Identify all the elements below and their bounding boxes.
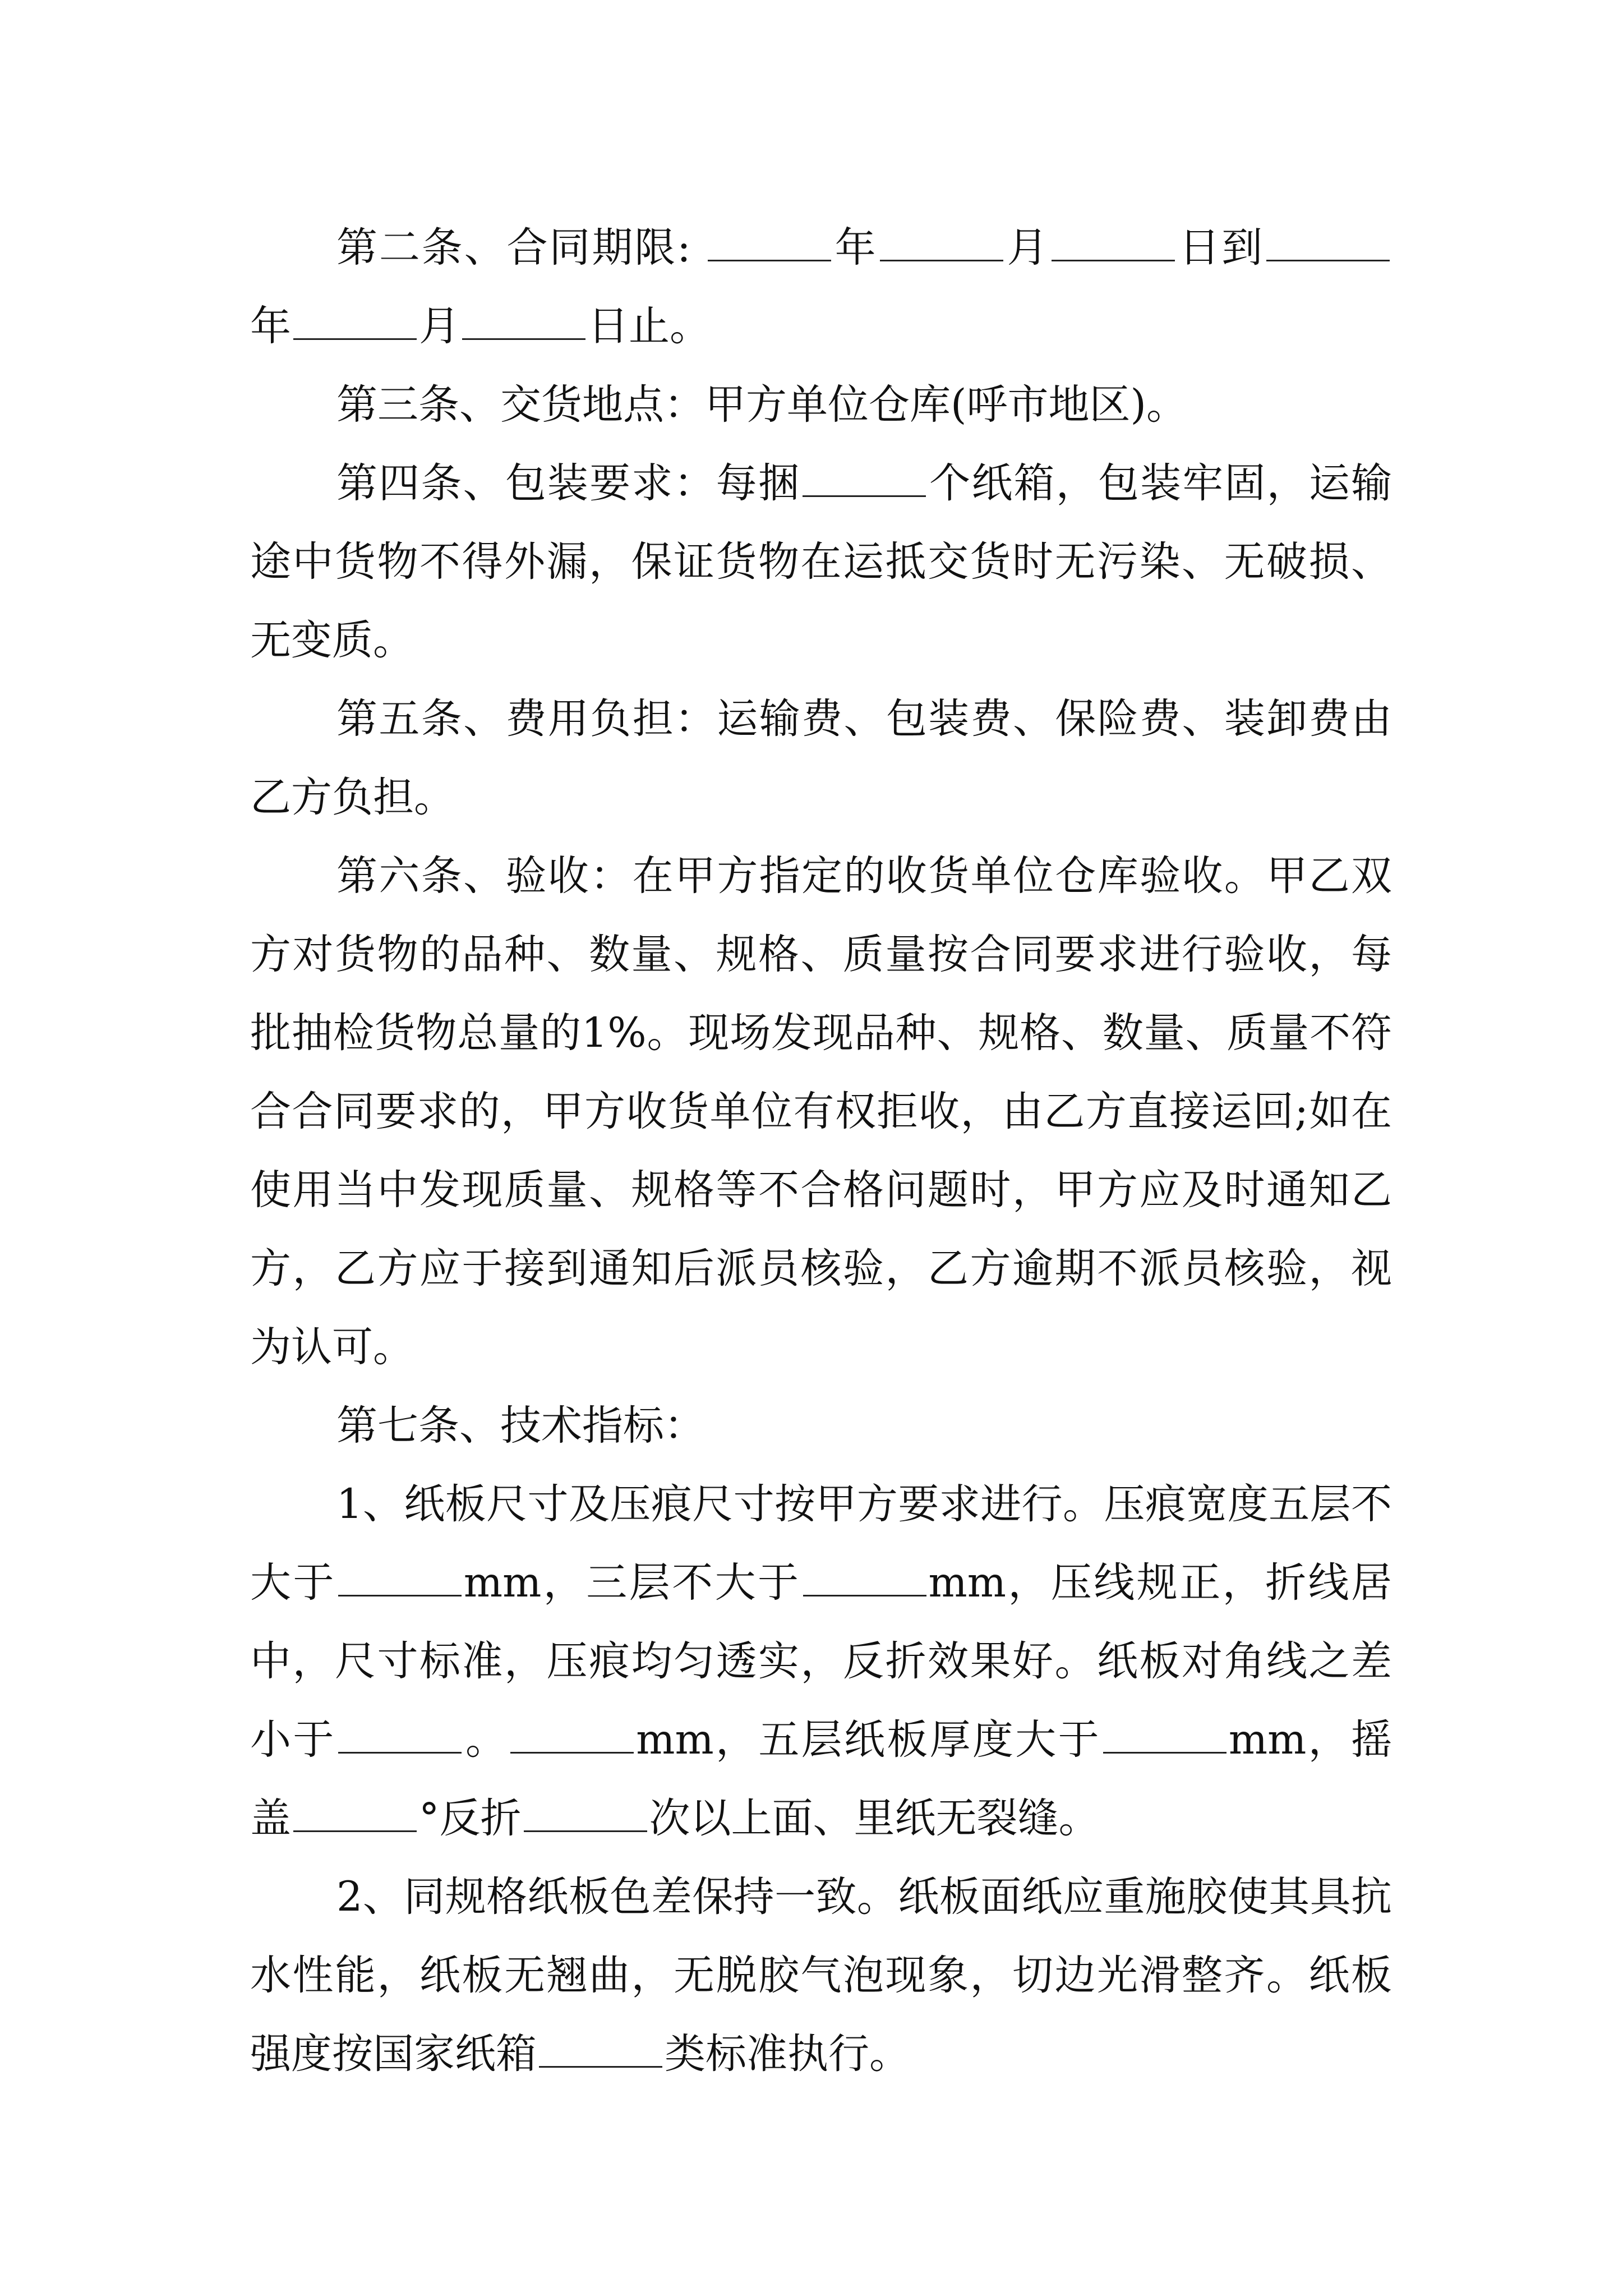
clause-costs: 第五条、费用负担：运输费、包装费、保险费、装卸费由乙方负担。 <box>250 695 1392 821</box>
tech1-text-3: mm，压线规正，折线居中，尺寸标准，压痕均匀透实，反折效果好。纸板对角线之差小于 <box>250 1559 1392 1764</box>
text-day-end: 日止。 <box>588 302 711 350</box>
blank-end-day <box>462 299 585 340</box>
blank-start-day <box>1052 220 1175 261</box>
text-month: 月 <box>1005 224 1050 272</box>
blank-diagonal-mm <box>510 1713 634 1754</box>
clause-acceptance: 第六条、验收：在甲方指定的收货单位仓库验收。甲乙双方对货物的品种、数量、规格、质量按合同要求进行验收，每批抽检货物总量的1%。现场发现品种、规格、数量、质量不符合合同要求的，甲方收货单位有权拒收，由乙方直接运回;如在使用当中发现质量、规格等不合格问题时，甲方应及时通知乙方，乙方应于接到通知后派员核验，乙方逾期不派员核验，视为认可。 <box>250 852 1392 1371</box>
blank-cartons-per-bundle <box>803 456 926 497</box>
text-day-to: 日到 <box>1177 224 1265 272</box>
term-label: 第二条、合同期限: <box>336 224 706 272</box>
tech1-text-5: mm，五层纸板厚度大于 <box>636 1716 1101 1764</box>
clause-technical-1 <box>250 1465 1392 1858</box>
tech1-text-4: 。 <box>463 1716 509 1764</box>
blank-fold-times <box>524 1791 647 1832</box>
blank-three-layer-crease <box>803 1556 926 1596</box>
document-body <box>250 209 1392 2093</box>
blank-start-month <box>880 220 1003 261</box>
tech1-text-1: 1、纸板尺寸及压痕尺寸按甲方要求进行。压痕宽度五层不大于 <box>250 1480 1392 1607</box>
text-month-end: 月 <box>419 302 460 350</box>
tech2-text-1: 2、同规格纸板色差保持一致。纸板面纸应重施胶使其具抗水性能，纸板无翘曲，无脱胶气泡现象，切边光滑整齐。纸板强度按国家纸箱 <box>250 1873 1392 2078</box>
blank-end-year <box>1266 220 1390 261</box>
clause-term <box>250 209 1392 366</box>
blank-flap-angle <box>293 1791 417 1832</box>
packaging-text-2: 个纸箱，包装牢固，运输途中货物不得外漏，保证货物在运抵交货时无污染、无破损、无变质。 <box>250 459 1392 664</box>
clause-technical-2 <box>250 1858 1392 2093</box>
blank-diagonal-diff <box>338 1713 462 1754</box>
clause-technical-heading: 第七条、技术指标： <box>336 1402 705 1450</box>
tech1-text-7: °反折 <box>419 1795 522 1842</box>
blank-end-month <box>293 299 417 340</box>
tech1-text-6: mm，摇盖 <box>250 1716 1393 1842</box>
blank-carton-class <box>539 2027 662 2068</box>
tech1-text-2: mm，三层不大于 <box>463 1559 801 1607</box>
blank-five-layer-crease <box>338 1556 462 1596</box>
tech2-text-2: 类标准执行。 <box>665 2030 910 2078</box>
clause-delivery: 第三条、交货地点：甲方单位仓库(呼市地区)。 <box>336 381 1187 429</box>
text-year: 年 <box>833 224 878 272</box>
packaging-text-1: 第四条、包装要求：每捆 <box>336 459 800 507</box>
tech1-text-8: 次以上面、里纸无裂缝。 <box>649 1795 1100 1842</box>
blank-board-thickness <box>1103 1713 1227 1754</box>
clause-packaging <box>250 444 1392 680</box>
text-year-end: 年 <box>250 302 291 350</box>
blank-start-year <box>708 220 831 261</box>
